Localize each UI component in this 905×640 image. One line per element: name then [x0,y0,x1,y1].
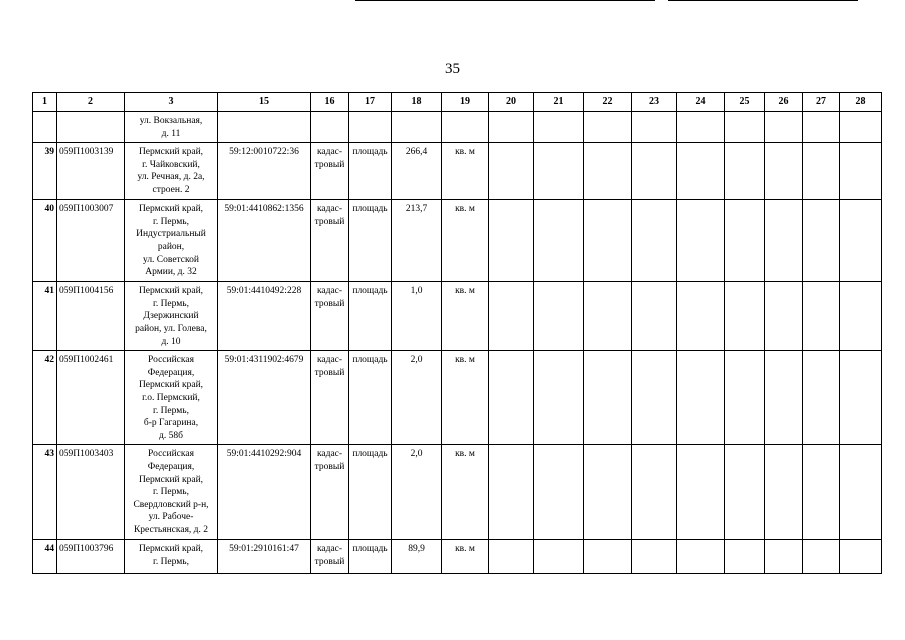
empty-cell-col-23 [632,200,677,282]
address-cell: Пермский край, г. Чайковский, ул. Речная, д. 2а, строен. 2 [125,143,218,200]
empty-cell-col-25 [725,540,765,574]
empty-cell-col-24 [677,112,725,143]
empty-cell-col-24 [677,445,725,540]
measure-type-cell: площадь [349,351,392,445]
empty-cell-col-26 [765,282,803,351]
header-row [33,93,882,112]
empty-cell-col-28 [840,200,882,282]
empty-cell-col-23 [632,445,677,540]
empty-cell-col-23 [632,540,677,574]
object-code-cell: 059П1003007 [57,200,125,282]
address-cell: ул. Вокзальная, д. 11 [125,112,218,143]
header-cell-col-16: 16 [311,93,349,112]
measure-value-cell: 2,0 [392,351,442,445]
number-type-cell [311,112,349,143]
header-cell-col-28: 28 [840,93,882,112]
empty-cell-col-24 [677,143,725,200]
unit-cell: кв. м [442,282,489,351]
unit-cell: кв. м [442,200,489,282]
page-number: 35 [445,61,460,77]
measure-type-cell: площадь [349,143,392,200]
unit-cell: кв. м [442,540,489,574]
header-cell-col-15: 15 [218,93,311,112]
empty-cell-col-23 [632,143,677,200]
header-cell-col-1: 1 [33,93,57,112]
object-code-cell: 059П1003403 [57,445,125,540]
address-cell: Российская Федерация, Пермский край, г. Пермь, Свердловский р-н, ул. Рабоче- Крестьянская, д. 2 [125,445,218,540]
table-row [33,200,882,282]
measure-type-cell: площадь [349,540,392,574]
row-number-cell: 41 [33,282,57,351]
empty-cell-col-24 [677,351,725,445]
header-cell-col-19: 19 [442,93,489,112]
object-code-cell: 059П1003139 [57,143,125,200]
cadastral-number-cell [218,112,311,143]
measure-value-cell: 266,4 [392,143,442,200]
header-cell-col-23: 23 [632,93,677,112]
empty-cell-col-20 [489,112,534,143]
number-type-cell: кадас- тровый [311,540,349,574]
empty-cell-col-21 [534,351,584,445]
number-type-cell: кадас- тровый [311,200,349,282]
address-cell: Пермский край, г. Пермь, Дзержинский район, ул. Голева, д. 10 [125,282,218,351]
cadastral-number-cell: 59:01:4410492:228 [218,282,311,351]
measure-type-cell: площадь [349,282,392,351]
measure-type-cell: площадь [349,445,392,540]
empty-cell-col-23 [632,351,677,445]
empty-cell-col-27 [803,282,840,351]
register-table [32,92,882,574]
empty-cell-col-25 [725,351,765,445]
empty-cell-col-20 [489,445,534,540]
number-type-cell: кадас- тровый [311,351,349,445]
measure-value-cell [392,112,442,143]
empty-cell-col-25 [725,282,765,351]
empty-cell-col-21 [534,200,584,282]
empty-cell-col-21 [534,112,584,143]
header-cell-col-22: 22 [584,93,632,112]
empty-cell-col-27 [803,200,840,282]
row-number-cell [33,112,57,143]
row-number-cell: 39 [33,143,57,200]
number-type-cell: кадас- тровый [311,445,349,540]
empty-cell-col-28 [840,112,882,143]
header-cell-col-18: 18 [392,93,442,112]
empty-cell-col-22 [584,143,632,200]
empty-cell-col-20 [489,282,534,351]
table-row [33,351,882,445]
cadastral-number-cell: 59:01:2910161:47 [218,540,311,574]
address-cell: Российская Федерация, Пермский край, г.о. Пермский, г. Пермь, б-р Гагарина, д. 58б [125,351,218,445]
empty-cell-col-25 [725,112,765,143]
header-cell-col-25: 25 [725,93,765,112]
object-code-cell: 059П1002461 [57,351,125,445]
number-type-cell: кадас- тровый [311,282,349,351]
object-code-cell: 059П1003796 [57,540,125,574]
measure-type-cell: площадь [349,200,392,282]
row-number-cell: 44 [33,540,57,574]
empty-cell-col-21 [534,143,584,200]
empty-cell-col-24 [677,282,725,351]
empty-cell-col-28 [840,445,882,540]
unit-cell: кв. м [442,143,489,200]
row-number-cell: 42 [33,351,57,445]
empty-cell-col-22 [584,282,632,351]
header-cell-col-27: 27 [803,93,840,112]
empty-cell-col-25 [725,200,765,282]
empty-cell-col-26 [765,200,803,282]
empty-cell-col-27 [803,112,840,143]
empty-cell-col-21 [534,540,584,574]
empty-cell-col-26 [765,540,803,574]
unit-cell: кв. м [442,445,489,540]
empty-cell-col-28 [840,143,882,200]
header-cell-col-26: 26 [765,93,803,112]
cadastral-number-cell: 59:12:0010722:36 [218,143,311,200]
empty-cell-col-20 [489,143,534,200]
measure-value-cell: 2,0 [392,445,442,540]
empty-cell-col-21 [534,282,584,351]
measure-value-cell: 89,9 [392,540,442,574]
empty-cell-col-28 [840,540,882,574]
empty-cell-col-26 [765,445,803,540]
header-cell-col-3: 3 [125,93,218,112]
cadastral-number-cell: 59:01:4311902:4679 [218,351,311,445]
empty-cell-col-27 [803,445,840,540]
row-number-cell: 40 [33,200,57,282]
header-cell-col-21: 21 [534,93,584,112]
header-cell-col-20: 20 [489,93,534,112]
empty-cell-col-22 [584,112,632,143]
empty-cell-col-22 [584,540,632,574]
empty-cell-col-28 [840,282,882,351]
empty-cell-col-26 [765,351,803,445]
top-rule-left [355,0,655,1]
object-code-cell: 059П1004156 [57,282,125,351]
cadastral-number-cell: 59:01:4410862:1356 [218,200,311,282]
empty-cell-col-27 [803,540,840,574]
table-row [33,540,882,574]
table-row [33,143,882,200]
empty-cell-col-25 [725,445,765,540]
empty-cell-col-26 [765,112,803,143]
header-cell-col-24: 24 [677,93,725,112]
row-number-cell: 43 [33,445,57,540]
address-cell: Пермский край, г. Пермь, [125,540,218,574]
top-rule-right [668,0,858,1]
table-row [33,445,882,540]
empty-cell-col-27 [803,351,840,445]
measure-value-cell: 1,0 [392,282,442,351]
number-type-cell: кадас- тровый [311,143,349,200]
unit-cell [442,112,489,143]
empty-cell-col-22 [584,200,632,282]
empty-cell-col-24 [677,540,725,574]
empty-cell-col-21 [534,445,584,540]
empty-cell-col-23 [632,282,677,351]
empty-cell-col-22 [584,351,632,445]
measure-type-cell [349,112,392,143]
cadastral-number-cell: 59:01:4410292:904 [218,445,311,540]
empty-cell-col-20 [489,540,534,574]
measure-value-cell: 213,7 [392,200,442,282]
address-cell: Пермский край, г. Пермь, Индустриальный район, ул. Советской Армии, д. 32 [125,200,218,282]
empty-cell-col-25 [725,143,765,200]
object-code-cell [57,112,125,143]
unit-cell: кв. м [442,351,489,445]
table-row [33,282,882,351]
empty-cell-col-24 [677,200,725,282]
empty-cell-col-20 [489,200,534,282]
table-row [33,112,882,143]
empty-cell-col-27 [803,143,840,200]
empty-cell-col-22 [584,445,632,540]
header-cell-col-2: 2 [57,93,125,112]
empty-cell-col-26 [765,143,803,200]
empty-cell-col-28 [840,351,882,445]
empty-cell-col-20 [489,351,534,445]
empty-cell-col-23 [632,112,677,143]
header-cell-col-17: 17 [349,93,392,112]
